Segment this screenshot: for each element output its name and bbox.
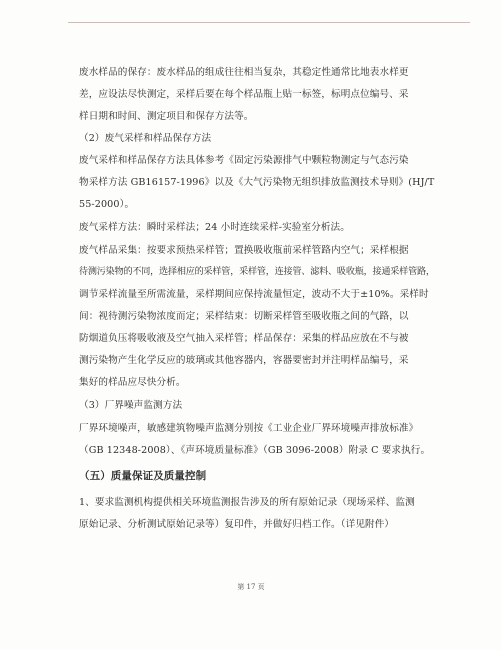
section-heading: （3）厂界噪声监测方法 xyxy=(79,400,183,411)
paragraph-line: 废气采样和样品保存方法具体参考《固定污染源排气中颗粒物测定与气态污染 xyxy=(79,155,409,166)
chapter-heading: （五）质量保证及质量控制 xyxy=(79,470,207,482)
paragraph-line: 55-2000）。 xyxy=(79,199,135,210)
section-heading: （2）废气采样和样品保存方法 xyxy=(79,133,212,144)
paragraph-line: 集好的样品应尽快分析。 xyxy=(79,377,186,388)
paragraph-line: 物采样方法 GB16157-1996》以及《大气污染物无组织排放监测技术导则》(HJ/T xyxy=(79,177,435,188)
paragraph-line: 原始记录、分析测试原始记录等）复印件，并做好归档工作。（详见附件） xyxy=(79,519,395,530)
paragraph-line: 1、要求监测机构提供相关环境监测报告涉及的所有原始记录（现场采样、监测 xyxy=(79,497,415,508)
paragraph-line: （GB 12348-2008）、《声环境质量标准》（GB 3096-2008）附录 C 要求执行。 xyxy=(79,445,431,456)
paragraph-line: 废气样品采集：按要求预热采样管；置换吸收瓶前采样管路内空气；采样根据 xyxy=(79,245,409,256)
paragraph-line: 废水样品的保存：废水样品的组成往往相当复杂，其稳定性通常比地表水样更 xyxy=(79,67,409,78)
paragraph-line: 调节采样流量至所需流量，采样期间应保持流量恒定，波动不大于±10%。采样时 xyxy=(79,289,429,300)
paragraph-line: 厂界环境噪声，敏感建筑物噪声监测分别按《工业企业厂界环境噪声排放标准》 xyxy=(79,423,419,434)
paragraph-line: 防烟道负压将吸收液及空气抽入采样管；样品保存：采集的样品应放在不与被 xyxy=(79,333,409,344)
paragraph-line: 差，应设法尽快测定，采样后要在每个样品瓶上贴一标签，标明点位编号、采 xyxy=(79,89,409,100)
paragraph-line: 废气采样方法：瞬时采样法；24 小时连续采样-实验室分析法。 xyxy=(79,222,350,233)
paragraph-line: 间：视待测污染物浓度而定；采样结束：切断采样管至吸收瓶之间的气路，以 xyxy=(79,311,409,322)
header-rule xyxy=(68,22,470,23)
paragraph-line: 测污染物产生化学反应的玻璃或其他容器内，容器要密封并注明样品编号，采 xyxy=(79,355,409,366)
paragraph-line: 样日期和时间、测定项目和保存方法等。 xyxy=(79,111,254,122)
page-number: 第 17 页 xyxy=(237,583,265,591)
paragraph-line: 待测污染物的不同，选择相应的采样管，采样管，连接管、滤料、吸收瓶，接通采样管路， xyxy=(79,267,435,277)
